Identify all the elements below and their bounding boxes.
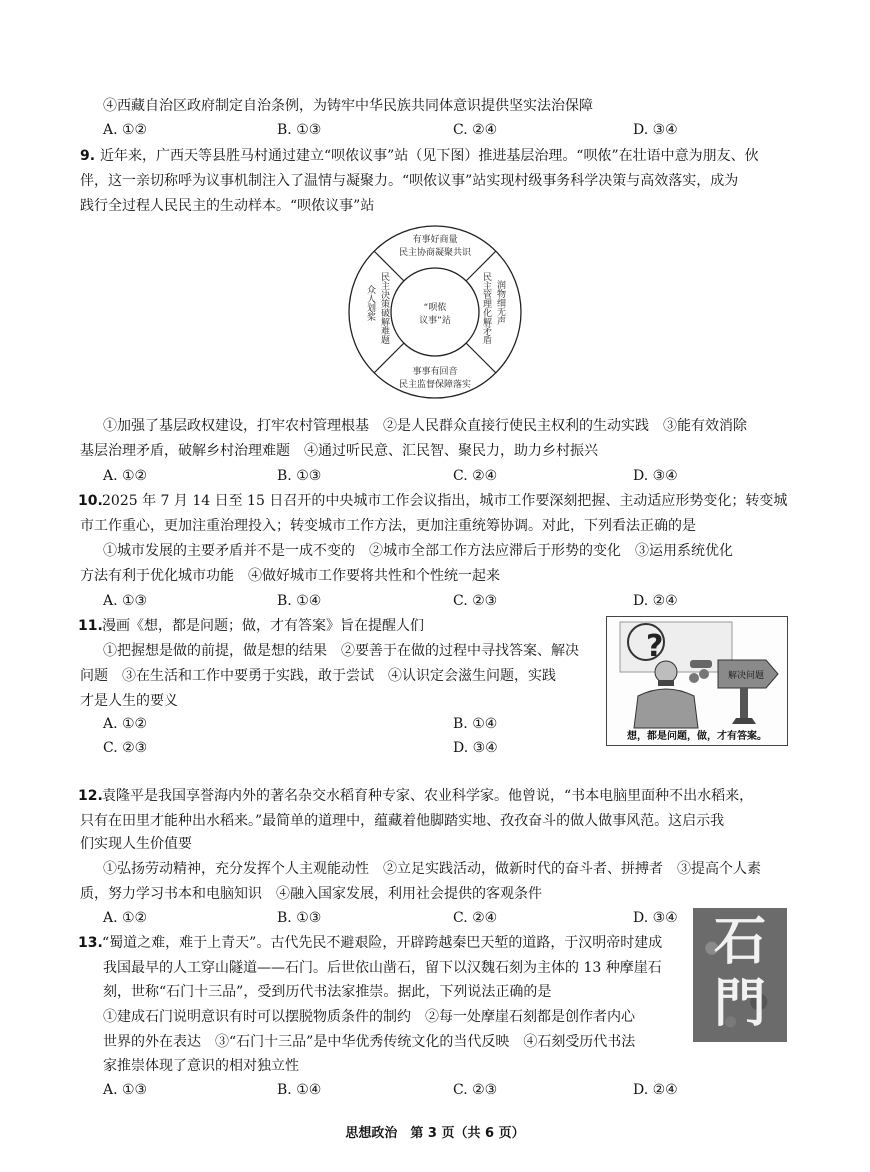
diagram-top-line2: 民主协商凝聚共识 [398, 248, 472, 258]
diagram-right-col1: 民主管理化解矛盾 [481, 272, 491, 344]
q11-cartoon [606, 616, 788, 746]
q11-statement-line: ①把握想是做的前提，做是想的结果 ②要善于在做的过程中寻找答案、解决 [103, 643, 579, 659]
q9-stem-line: 近年来，广西天等县胜马村通过建立“呗侬议事”站（见下图）推进基层治理。“呗侬”在壮语中意为朋友、伙 [100, 148, 759, 164]
q9-statement-line: 基层治理矛盾，破解乡村治理难题 ④通过听民意、汇民智、聚民力，助力乡村振兴 [80, 443, 598, 459]
q10-statement-line: ①城市发展的主要矛盾并不是一成不变的 ②城市全部工作方法应滞后于形势的变化 ③运用系统优化 [103, 543, 733, 559]
q11-number: 11. [78, 618, 103, 634]
q8-option-c[interactable]: C. ②④ [453, 122, 498, 138]
cartoon-caption: 想，都是问题，做，才有答案。 [627, 731, 767, 742]
q10-option-a[interactable]: A. ①③ [103, 593, 148, 609]
q12-statement-line: ①弘扬劳动精神，充分发挥个人主观能动性 ②立足实践活动，做新时代的奋斗者、拼搏者 ③提高个人素 [103, 861, 761, 877]
q12-stem-line: 袁隆平是我国享誉海内外的著名杂交水稻育种专家、农业科学家。他曾说，“书本电脑里面种不出水稻来， [102, 788, 754, 804]
q10-option-b[interactable]: B. ①④ [277, 593, 322, 609]
q11-option-b[interactable]: B. ①④ [453, 716, 498, 732]
stone-character-2: 門 [713, 973, 766, 1034]
q13-statement-line: ①建成石门说明意识有时可以摆脱物质条件的制约 ②每一处摩崖石刻都是创作者内心 [103, 1009, 635, 1025]
diagram-left-col1: 民主决策破解难题 [379, 272, 389, 344]
question-mark-icon: ? [646, 629, 664, 664]
q12-option-b[interactable]: B. ①③ [277, 910, 322, 926]
q9-option-d[interactable]: D. ③④ [633, 468, 678, 484]
diagram-bottom-line2: 民主监督保障落实 [398, 380, 472, 390]
q12-option-d[interactable]: D. ③④ [633, 910, 678, 926]
q8-option-a[interactable]: A. ①② [103, 122, 148, 138]
q12-statement-line: 质，努力学习书本和电脑知识 ④融入国家发展，利用社会提供的客观条件 [80, 886, 542, 902]
q11-option-c[interactable]: C. ②③ [103, 740, 148, 756]
cartoon-panel [620, 622, 732, 672]
q9-stem-line: 践行全过程人民民主的生动样本。“呗侬议事”站 [80, 198, 375, 214]
q12-stem-line: 们实现人生价值要 [80, 836, 192, 852]
q11-option-a[interactable]: A. ①② [103, 716, 148, 732]
q10-number: 10. [78, 493, 103, 509]
q8-option-b[interactable]: B. ①③ [277, 122, 322, 138]
q13-option-c[interactable]: C. ②③ [453, 1082, 498, 1098]
q9-diagram [340, 222, 530, 402]
cartoon-sign-text: 解决问题 [727, 671, 765, 681]
q11-statement-line: 问题 ③在生活和工作中要勇于实践，敢于尝试 ④认识定会滋生问题，实践 [80, 668, 556, 684]
stone-inscription-image [693, 908, 787, 1042]
q12-option-a[interactable]: A. ①② [103, 910, 148, 926]
q13-statement-line: 家推崇体现了意识的相对独立性 [103, 1058, 299, 1074]
q10-option-d[interactable]: D. ②④ [633, 593, 678, 609]
q9-statement-line: ①加强了基层政权建设，打牢农村管理根基 ②是人民群众直接行使民主权利的生动实践 ③能有效消除 [103, 418, 747, 434]
q12-number: 12. [78, 788, 103, 804]
q13-stem-line: 我国最早的人工穿山隧道——石门。后世依山凿石，留下以汉魏石刻为主体的 13 种摩崖石 [103, 960, 662, 976]
q10-option-c[interactable]: C. ②③ [453, 593, 498, 609]
q9-number: 9. [80, 148, 96, 164]
q10-stem-line: 2025 年 7 月 14 日至 15 日召开的中央城市工作会议指出，城市工作要深刻把握、主动适应形势变化；转变城 [102, 493, 788, 509]
q13-option-a[interactable]: A. ①③ [103, 1082, 148, 1098]
q13-stem-line: 刻，世称“石门十三品”，受到历代书法家推崇。据此，下列说法正确的是 [103, 984, 552, 1000]
q9-option-c[interactable]: C. ②④ [453, 468, 498, 484]
q10-stem-line: 市工作重心，更加注重治理投入；转变城市工作方法，更加注重统筹协调。对此，下列看法正确的是 [80, 518, 696, 534]
q13-option-b[interactable]: B. ①④ [277, 1082, 322, 1098]
diagram-top-line1: 有事好商量 [412, 235, 458, 245]
q12-option-c[interactable]: C. ②④ [453, 910, 498, 926]
q13-statement-line: 世界的外在表达 ③“石门十三品”是中华优秀传统文化的当代反映 ④石刻受历代书法 [103, 1034, 636, 1050]
diagram-left-col2: 众人划桨 [365, 285, 375, 321]
q9-option-b[interactable]: B. ①③ [277, 468, 322, 484]
q13-stem-line: “蜀道之难，难于上青天”。古代先民不避艰险，开辟跨越秦巴天堑的道路，于汉明帝时建成 [102, 935, 663, 951]
q11-stem-line: 漫画《想，都是问题；做，才有答案》旨在提醒人们 [102, 618, 424, 634]
q8-option-d[interactable]: D. ③④ [633, 122, 678, 138]
diagram-right-col2: 润物细无声 [495, 280, 505, 325]
q11-option-d[interactable]: D. ③④ [453, 740, 498, 756]
q13-number: 13. [78, 935, 103, 951]
q11-statement-line: 才是人生的要义 [80, 693, 178, 709]
q13-option-d[interactable]: D. ②④ [633, 1082, 678, 1098]
q10-statement-line: 方法有利于优化城市功能 ④做好城市工作要将共性和个性统一起来 [80, 568, 500, 584]
stone-character-1: 石 [713, 911, 766, 972]
diagram-center-line2: 议事”站 [419, 316, 451, 326]
q8-statement-4: ④西藏自治区政府制定自治条例，为铸牢中华民族共同体意识提供坚实法治保障 [103, 98, 593, 114]
diagram-bottom-line1: 事事有回音 [412, 367, 458, 377]
page-footer: 思想政治 第 3 页（共 6 页） [345, 1126, 525, 1141]
q12-stem-line: 只有在田里才能种出水稻来。”最简单的道理中，蕴藏着他脚踏实地、孜孜奋斗的做人做事风范。这启示我 [80, 813, 725, 829]
q9-stem-line: 伴，这一亲切称呼为议事机制注入了温情与凝聚力。“呗侬议事”站实现村级事务科学决策与高效落实，成为 [80, 173, 739, 189]
q9-option-a[interactable]: A. ①② [103, 468, 148, 484]
diagram-center-line1: “呗侬 [423, 303, 447, 313]
